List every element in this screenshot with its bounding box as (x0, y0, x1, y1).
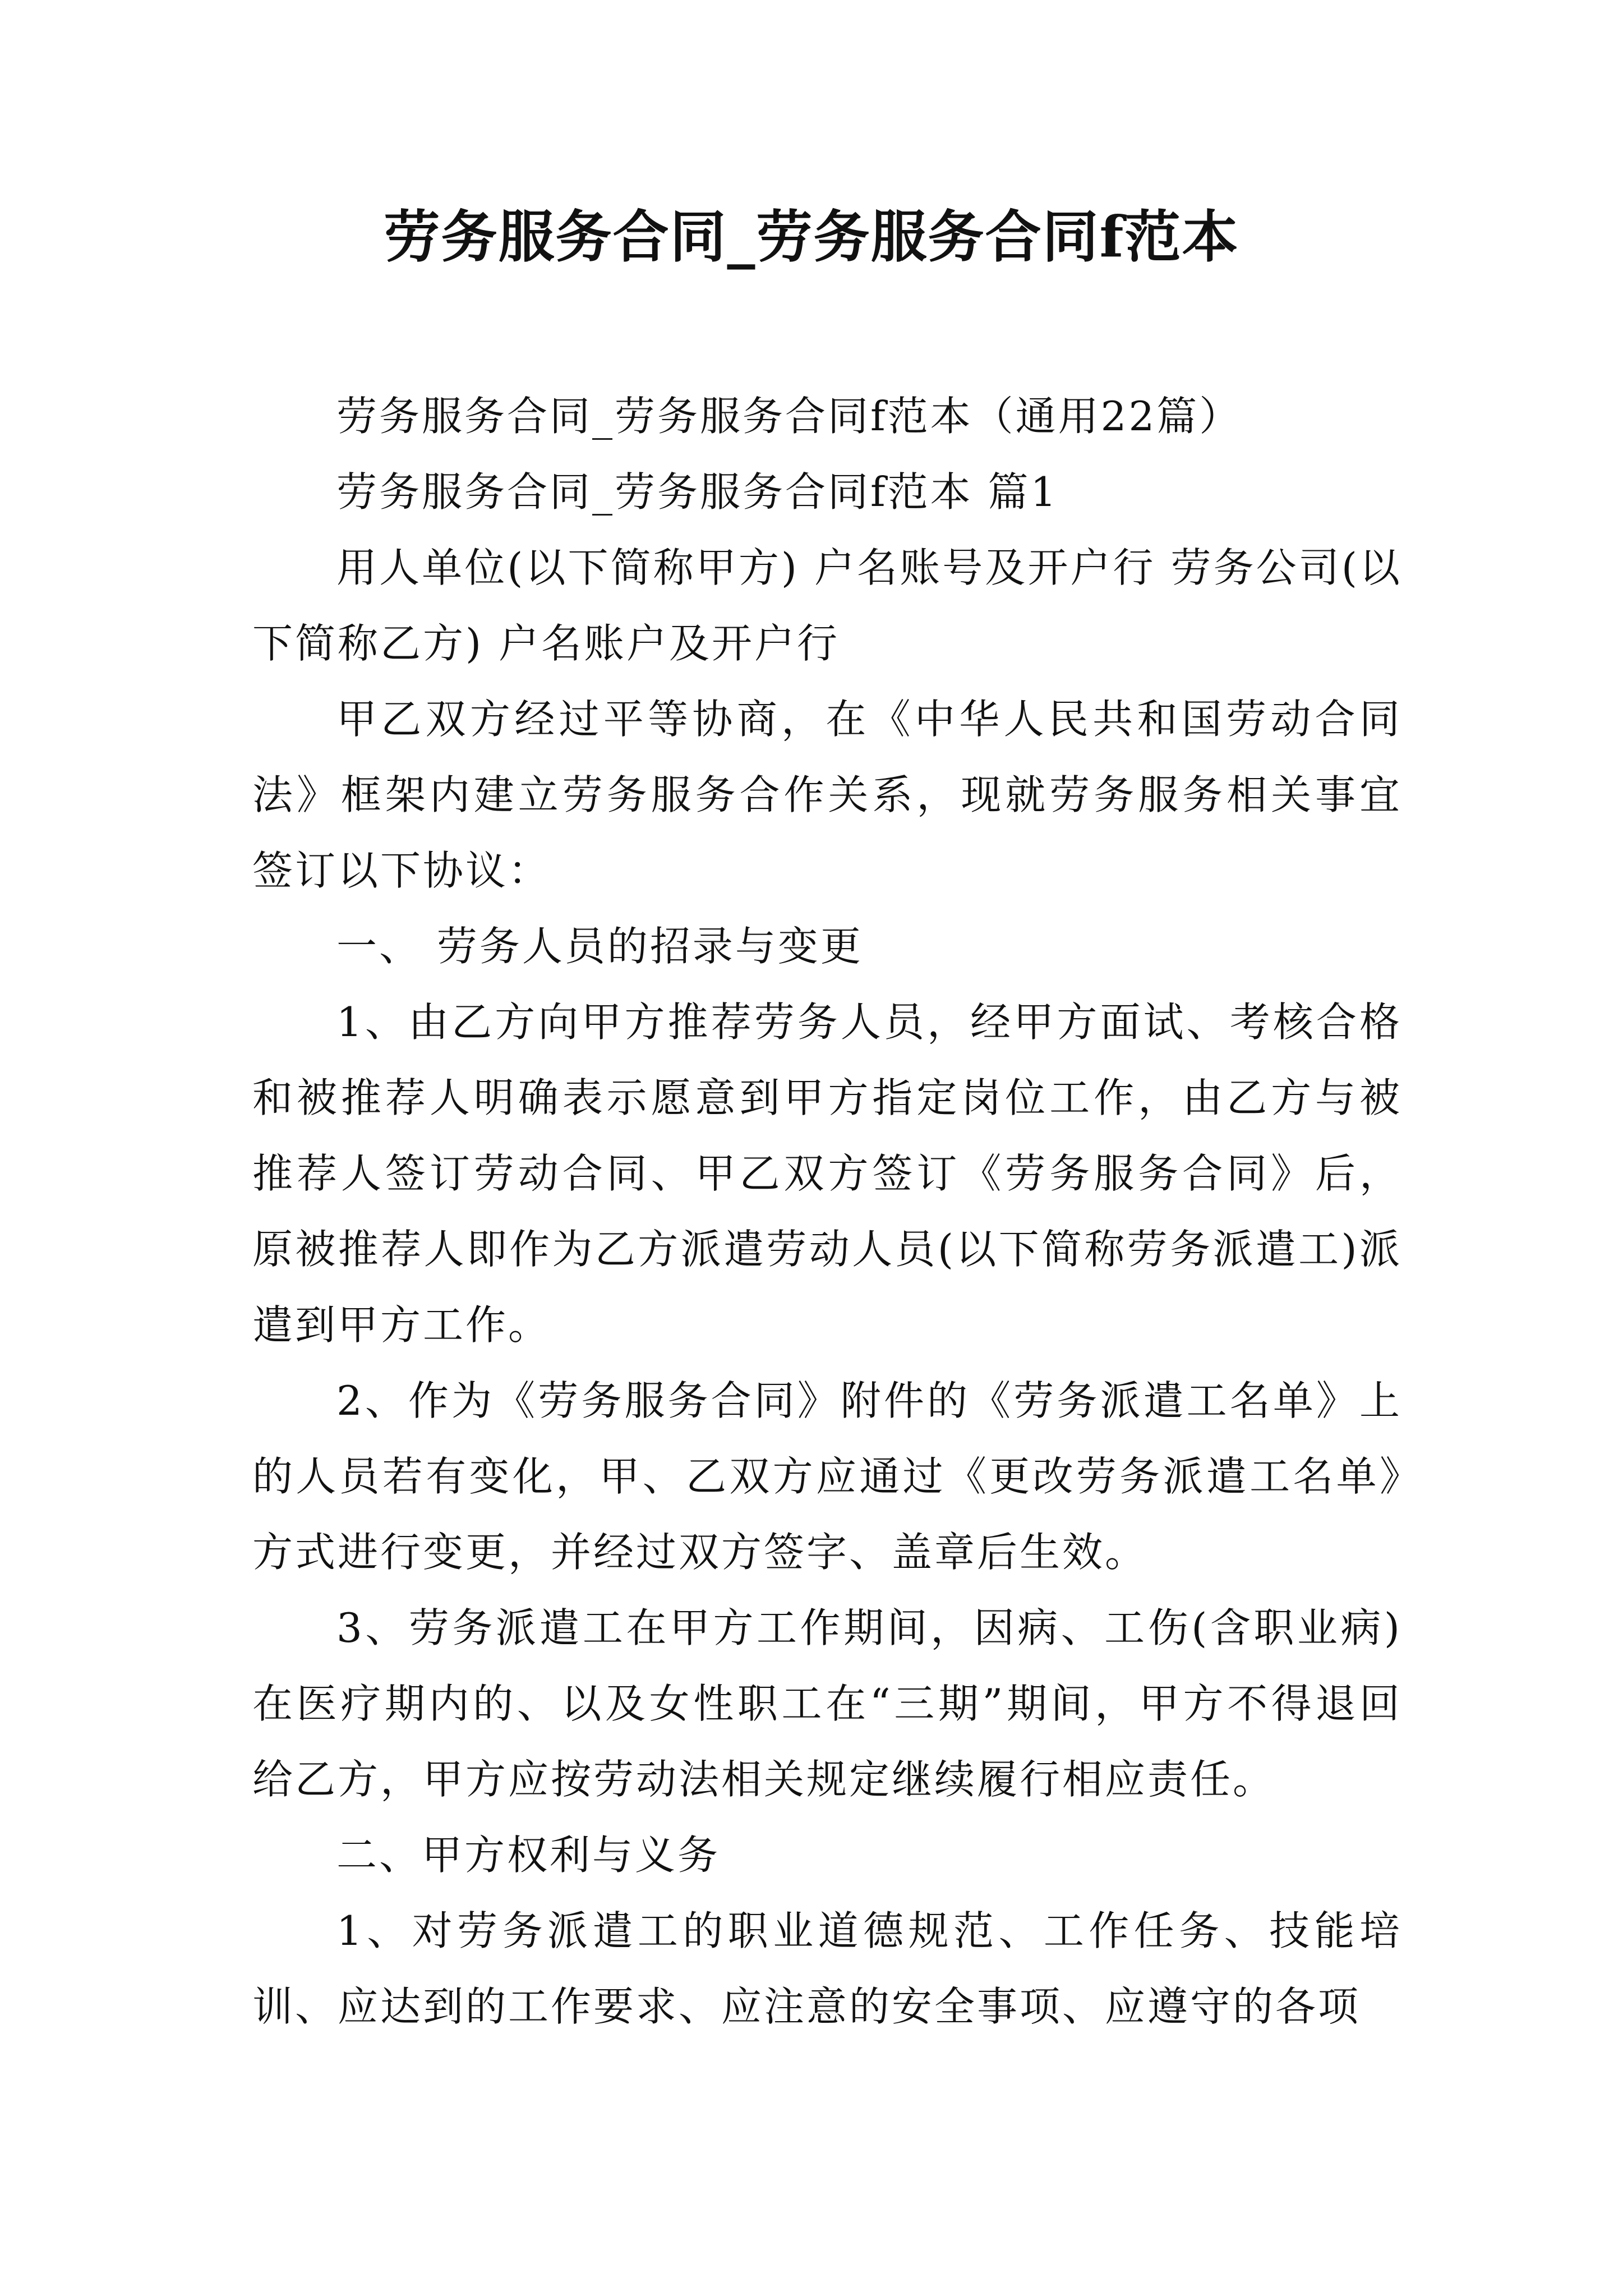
paragraph-clause-1-3: 3、劳务派遣工在甲方工作期间，因病、工伤(含职业病)在医疗期内的、以及女性职工在“三期”期间，甲方不得退回给乙方，甲方应按劳动法相关规定继续履行相应责任。 (252, 1604, 1402, 1803)
paragraph-parties: 用人单位(以下简称甲方) 户名账号及开户行 劳务公司(以下简称乙方) 户名账户及开户行 (252, 544, 1402, 667)
paragraph-article-heading: 劳务服务合同_劳务服务合同f范本 篇1 (336, 468, 1059, 516)
paragraph-clause-1-1: 1、由乙方向甲方推荐劳务人员，经甲方面试、考核合格和被推荐人明确表示愿意到甲方指定岗位工作，由乙方与被推荐人签订劳动合同、甲乙双方签订《劳务服务合同》后，原被推荐人即作为乙方派遣劳动人员(以下简称劳务派遣工)派遣到甲方工作。 (252, 999, 1402, 1349)
section-heading-recruitment: 一、 劳务人员的招录与变更 (336, 923, 863, 970)
paragraph-collection-heading: 劳务服务合同_劳务服务合同f范本（通用22篇） (336, 393, 1242, 440)
paragraph-preamble: 甲乙双方经过平等协商，在《中华人民共和国劳动合同法》框架内建立劳务服务合作关系，现就劳务服务相关事宜签订以下协议： (252, 696, 1402, 894)
section-heading-party-a: 二、甲方权利与义务 (336, 1832, 721, 1879)
document-body (252, 379, 1402, 2045)
paragraph-clause-2-1: 1、对劳务派遣工的职业道德规范、工作任务、技能培训、应达到的工作要求、应注意的安全事项、应遵守的各项 (252, 1907, 1402, 2030)
document-title: 劳务服务合同_劳务服务合同f范本 (384, 204, 1239, 270)
paragraph-clause-1-2: 2、作为《劳务服务合同》附件的《劳务派遣工名单》上的人员若有变化，甲、乙双方应通过《更改劳务派遣工名单》方式进行变更，并经过双方签字、盖章后生效。 (252, 1377, 1402, 1576)
